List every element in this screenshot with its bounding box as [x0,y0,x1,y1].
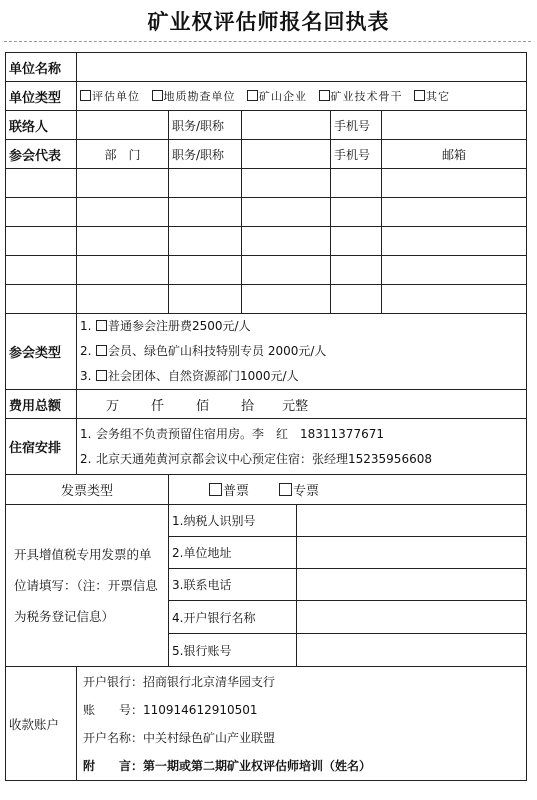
contact-label: 联络人 [6,111,77,140]
total-fee-field[interactable] [77,390,527,419]
checkbox-icon [209,483,222,496]
mobile-field[interactable] [331,198,382,227]
invoice-type-row [6,475,527,505]
invoice-field-label: 4.开户银行名称 [169,601,297,634]
invoice-field-label: 1.纳税人识别号 [169,505,297,537]
bank-name-line: 开户银行：招商银行北京清华园支行 [83,674,276,689]
money-unit: 拾 [241,398,255,414]
checkbox-icon [96,370,107,381]
header-divider [4,41,531,42]
invoice-field-input[interactable] [297,569,527,601]
mobile-field[interactable] [331,256,382,285]
attendance-option[interactable]: 2. 会员、绿色矿山科技特别专员 2000元/人 [80,344,327,358]
invoice-type-options [169,475,527,505]
department-field[interactable] [77,198,169,227]
position-extra-field[interactable] [242,227,331,256]
total-fee-row [6,390,527,419]
contact-name-field[interactable] [77,111,169,140]
invoice-field-label: 2.单位地址 [169,537,297,569]
receiving-account-label: 收款账户 [6,667,77,781]
unit-name-label: 单位名称 [6,53,77,82]
position-header: 职务/职称 [169,140,242,169]
bank-info [77,667,527,781]
position-extra-field[interactable] [242,169,331,198]
accommodation-row [6,419,527,475]
invoice-field-label: 5.银行账号 [169,634,297,667]
invoice-type-label: 发票类型 [6,475,169,505]
position-extra-field[interactable] [242,256,331,285]
page-title: 矿业权评估师报名回执表 [147,9,390,34]
accommodation-item: 2. 北京天通苑黄河京都会议中心预定住宿：张经理15235956608 [80,451,432,466]
department-field[interactable] [77,256,169,285]
checkbox-icon [80,90,91,101]
attendance-type-label: 参会类型 [6,314,77,390]
unit-type-option[interactable]: 其它 [414,90,450,103]
invoice-field-input[interactable] [297,505,527,537]
checkbox-icon [96,345,107,356]
position-extra-field[interactable] [242,285,331,314]
total-fee-label: 费用总额 [6,390,77,419]
position-blank-header [242,140,331,169]
contact-position-field[interactable] [242,111,331,140]
email-field[interactable] [382,256,527,285]
mobile-header: 手机号 [331,140,382,169]
contact-row [6,111,527,140]
attendance-type-row [6,314,527,390]
invoice-field-label: 3.联系电话 [169,569,297,601]
mobile-field[interactable] [331,169,382,198]
email-field[interactable] [382,285,527,314]
checkbox-icon [152,90,163,101]
attendee-header-row [6,140,527,169]
invoice-field-input[interactable] [297,634,527,667]
email-field[interactable] [382,198,527,227]
unit-name-row [6,53,527,82]
contact-position-label: 职务/职称 [169,111,242,140]
accommodation-label: 住宿安排 [6,419,77,475]
unit-name-field[interactable] [77,53,527,82]
attendee-name-field[interactable] [6,285,77,314]
attendee-label: 参会代表 [6,140,77,169]
attendance-options [77,314,527,390]
contact-mobile-label: 手机号 [331,111,382,140]
unit-type-label: 单位类型 [6,82,77,111]
invoice-field-input[interactable] [297,601,527,634]
unit-type-option[interactable]: 矿山企业 [247,90,307,103]
attendee-name-field[interactable] [6,256,77,285]
unit-type-option[interactable]: 地质勘查单位 [152,90,236,103]
unit-type-option[interactable]: 矿业技术骨干 [319,90,403,103]
attendance-option[interactable]: 3. 社会团体、自然资源部门1000元/人 [80,369,299,383]
checkbox-icon [414,90,425,101]
accommodation-info [77,419,527,475]
attendee-row [6,256,527,285]
email-field[interactable] [382,169,527,198]
invoice-type-option[interactable]: 普票 [209,484,249,499]
email-field[interactable] [382,227,527,256]
position-field[interactable] [169,169,242,198]
unit-type-row [6,82,527,111]
attendee-name-field[interactable] [6,227,77,256]
attendee-row [6,227,527,256]
attendee-row [6,169,527,198]
department-field[interactable] [77,169,169,198]
checkbox-icon [96,320,107,331]
position-extra-field[interactable] [242,198,331,227]
checkbox-icon [247,90,258,101]
position-field[interactable] [169,256,242,285]
mobile-field[interactable] [331,227,382,256]
department-field[interactable] [77,285,169,314]
position-field[interactable] [169,285,242,314]
bank-account-row [6,667,527,781]
position-field[interactable] [169,227,242,256]
invoice-field-input[interactable] [297,537,527,569]
registration-form [5,52,527,781]
attendee-row [6,285,527,314]
money-unit: 仟 [151,398,165,414]
accommodation-item: 1. 会务组不负责预留住宿用房。李 红 18311377671 [80,426,384,441]
department-header: 部 门 [77,140,169,169]
money-unit: 万 [106,398,120,414]
payment-remark-line: 附 言：第一期或第二期矿业权评估师培训（姓名） [83,758,372,773]
mobile-field[interactable] [331,285,382,314]
attendee-name-field[interactable] [6,198,77,227]
contact-mobile-field[interactable] [382,111,527,140]
checkbox-icon [279,483,292,496]
money-unit: 元整 [282,398,309,414]
invoice-info-row [6,505,527,537]
unit-type-option[interactable]: 评估单位 [80,90,140,103]
unit-type-options [77,82,527,111]
attendee-name-field[interactable] [6,169,77,198]
department-field[interactable] [77,227,169,256]
email-header: 邮箱 [382,140,527,169]
position-field[interactable] [169,198,242,227]
checkbox-icon [319,90,330,101]
invoice-type-option[interactable]: 专票 [279,484,319,499]
attendance-option[interactable]: 1. 普通参会注册费2500元/人 [80,319,251,333]
attendee-row [6,198,527,227]
account-number-line: 账 号：110914612910501 [83,702,258,717]
money-unit: 佰 [196,398,210,414]
invoice-info-label: 开具增值税专用发票的单位请填写：（注：开票信息为税务登记信息） [6,505,169,667]
account-holder-line: 开户名称：中关村绿色矿山产业联盟 [83,730,276,745]
